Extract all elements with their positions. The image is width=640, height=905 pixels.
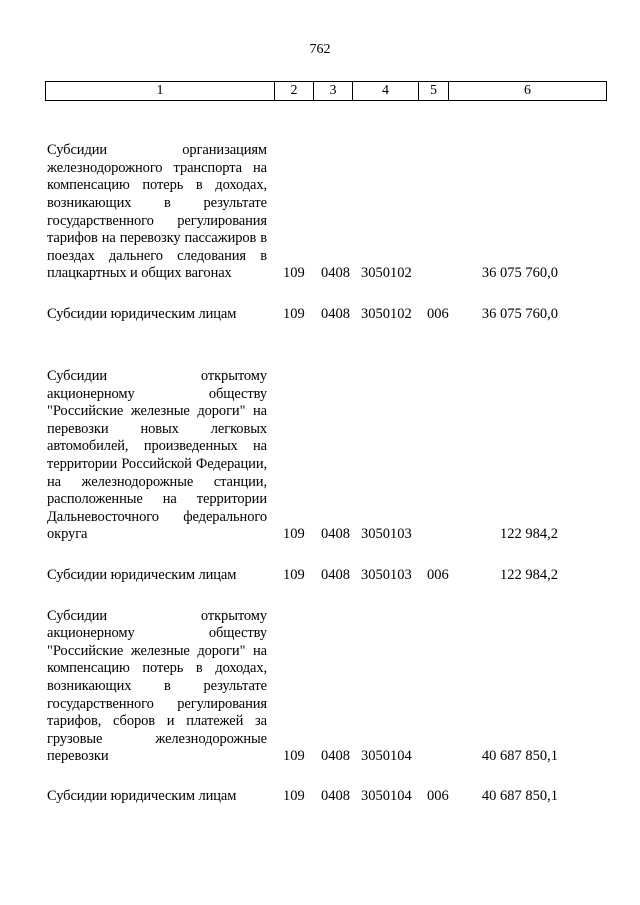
row-code-3: 0408 [321, 265, 350, 282]
row-code-4: 3050104 [361, 748, 412, 765]
row-code-4: 3050103 [361, 567, 412, 584]
row-amount: 36 075 760,0 [481, 265, 558, 282]
row-code-5: 006 [427, 567, 449, 584]
column-header-4: 4 [353, 82, 419, 101]
row-code-4: 3050102 [361, 306, 412, 323]
row-amount: 36 075 760,0 [481, 306, 558, 323]
row-code-2: 109 [283, 306, 305, 323]
column-header-6: 6 [449, 82, 607, 101]
row-description: Субсидии юридическим лицам [47, 306, 237, 323]
row-amount: 40 687 850,1 [481, 788, 558, 805]
column-header-2: 2 [275, 82, 314, 101]
row-code-4: 3050104 [361, 788, 412, 805]
row-amount: 122 984,2 [500, 567, 558, 584]
row-code-2: 109 [283, 567, 305, 584]
row-code-3: 0408 [321, 788, 350, 805]
row-code-4: 3050102 [361, 265, 412, 282]
row-code-3: 0408 [321, 526, 350, 543]
column-header-1: 1 [46, 82, 275, 101]
row-code-3: 0408 [321, 567, 350, 584]
row-description: Субсидии открытому акционерному обществу "Российские железные дороги" на компенсацию потерь в доходах, возникающих в результате государственного регулирования тарифов, сборов и платежей за грузовые железнодорожные перевозки [47, 607, 267, 765]
row-description: Субсидии открытому акционерному обществу "Российские железные дороги" на перевозки новых легковых автомобилей, произведенных на территории Российской Федерации, на железнодорожные станции, расположенные на территории Дальневосточного федерального округа [47, 368, 267, 543]
row-description: Субсидии организациям железнодорожного транспорта на компенсацию потерь в доходах, возникающих в результате государственного регулирования тарифов на перевозку пассажиров в поездах дальнего следования в плацкартных и общих вагонах [47, 142, 267, 282]
row-code-5: 006 [427, 788, 449, 805]
row-description: Субсидии юридическим лицам [47, 567, 237, 584]
row-code-3: 0408 [321, 306, 350, 323]
row-code-2: 109 [283, 748, 305, 765]
page-number: 762 [309, 42, 331, 57]
row-amount: 122 984,2 [500, 526, 558, 543]
row-code-4: 3050103 [361, 526, 412, 543]
row-code-5: 006 [427, 306, 449, 323]
row-code-2: 109 [283, 788, 305, 805]
row-code-2: 109 [283, 526, 305, 543]
column-header-5: 5 [419, 82, 449, 101]
row-amount: 40 687 850,1 [481, 748, 558, 765]
row-code-2: 109 [283, 265, 305, 282]
row-code-3: 0408 [321, 748, 350, 765]
row-description: Субсидии юридическим лицам [47, 788, 237, 805]
column-header-3: 3 [314, 82, 353, 101]
